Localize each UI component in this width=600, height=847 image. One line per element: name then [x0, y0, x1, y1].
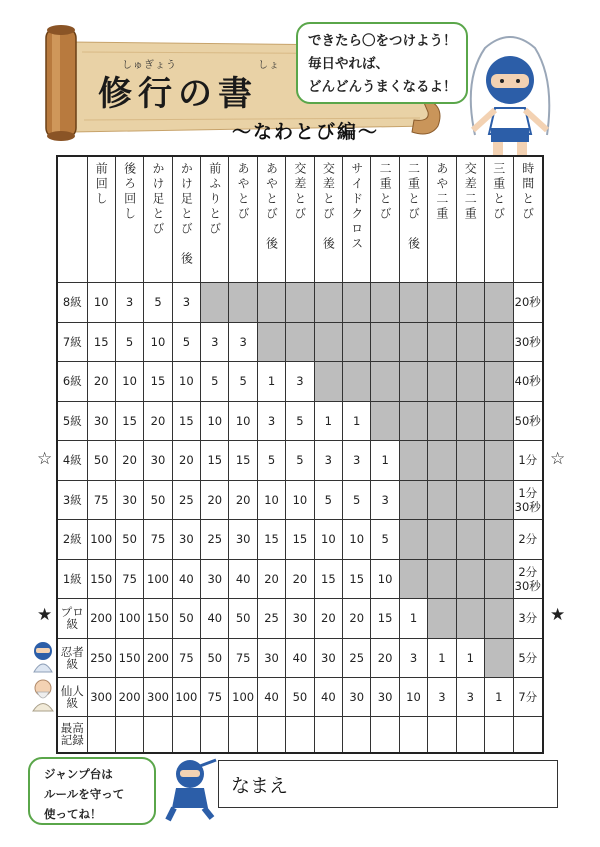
col-header-label: 前ふりとび	[207, 162, 222, 237]
table-row	[57, 598, 543, 638]
count-cell: 20	[314, 598, 342, 638]
time-cell: 3分	[513, 598, 543, 638]
shaded-cell	[428, 282, 456, 322]
count-cell: 1	[371, 440, 399, 480]
table-row	[57, 322, 543, 361]
count-cell: 10	[229, 401, 257, 440]
level-label: 仙人級	[57, 677, 87, 716]
header-row	[57, 156, 543, 282]
shaded-cell	[456, 480, 484, 519]
count-cell: 20	[229, 480, 257, 519]
shaded-cell	[371, 322, 399, 361]
count-cell: 30	[286, 598, 314, 638]
shaded-cell	[484, 519, 513, 559]
shaded-cell	[399, 440, 427, 480]
shaded-cell	[428, 361, 456, 401]
col-header	[115, 156, 143, 282]
col-header	[229, 156, 257, 282]
count-cell: 3	[456, 677, 484, 716]
count-cell: 75	[229, 638, 257, 677]
count-cell: 25	[257, 598, 285, 638]
table-row	[57, 440, 543, 480]
shaded-cell	[484, 598, 513, 638]
record-cell[interactable]	[399, 716, 427, 753]
col-header	[513, 156, 543, 282]
training-table	[56, 155, 544, 754]
shaded-cell	[456, 282, 484, 322]
count-cell: 30	[201, 559, 229, 598]
table-row	[57, 559, 543, 598]
record-cell[interactable]	[87, 716, 115, 753]
shaded-cell	[484, 401, 513, 440]
count-cell: 30	[144, 440, 172, 480]
count-cell: 5	[172, 322, 200, 361]
shaded-cell	[484, 322, 513, 361]
count-cell: 50	[229, 598, 257, 638]
col-header	[172, 156, 200, 282]
count-cell: 50	[172, 598, 200, 638]
count-cell: 3	[172, 282, 200, 322]
shaded-cell	[484, 282, 513, 322]
level-label: 忍者級	[57, 638, 87, 677]
count-cell: 15	[286, 519, 314, 559]
count-cell: 10	[115, 361, 143, 401]
shaded-cell	[428, 401, 456, 440]
count-cell: 5	[343, 480, 371, 519]
speech-line-1: できたら〇をつけよう！	[308, 33, 457, 49]
count-cell: 30	[115, 480, 143, 519]
count-cell: 200	[115, 677, 143, 716]
record-cell[interactable]	[115, 716, 143, 753]
time-cell: 2分 30秒	[513, 559, 543, 598]
col-header-label: あやとび	[236, 162, 251, 222]
col-header-label: 二重とび	[378, 162, 393, 222]
table-row	[57, 716, 543, 753]
shaded-cell	[484, 440, 513, 480]
count-cell: 300	[144, 677, 172, 716]
shaded-cell	[428, 480, 456, 519]
col-header	[257, 156, 285, 282]
record-cell[interactable]	[343, 716, 371, 753]
shaded-cell	[371, 361, 399, 401]
col-header	[484, 156, 513, 282]
record-cell[interactable]	[286, 716, 314, 753]
col-header	[201, 156, 229, 282]
count-cell: 15	[201, 440, 229, 480]
count-cell: 3	[115, 282, 143, 322]
title-ruby-sho: しょ	[258, 60, 280, 71]
count-cell: 5	[229, 361, 257, 401]
level-label: プロ級	[57, 598, 87, 638]
name-label: なまえ	[231, 775, 289, 797]
time-cell: 7分	[513, 677, 543, 716]
speech-line-3: どんどんうまくなるよ！	[308, 79, 457, 95]
count-cell: 100	[229, 677, 257, 716]
count-cell: 3	[201, 322, 229, 361]
time-cell: 50秒	[513, 401, 543, 440]
shaded-cell	[428, 519, 456, 559]
level-label: 8級	[57, 282, 87, 322]
shaded-cell	[428, 440, 456, 480]
col-header-label: 後ろ回し	[122, 162, 137, 222]
record-cell[interactable]	[144, 716, 172, 753]
count-cell: 10	[343, 519, 371, 559]
count-cell: 5	[314, 480, 342, 519]
shaded-cell	[229, 282, 257, 322]
star-filled-icon: ★	[550, 605, 566, 625]
count-cell: 3	[229, 322, 257, 361]
count-cell: 15	[257, 519, 285, 559]
shaded-cell	[201, 282, 229, 322]
record-cell[interactable]	[172, 716, 200, 753]
count-cell: 100	[172, 677, 200, 716]
count-cell: 40	[257, 677, 285, 716]
name-field[interactable]	[218, 760, 558, 808]
count-cell: 15	[115, 401, 143, 440]
count-cell: 5	[371, 519, 399, 559]
col-header-label: あや二重	[434, 162, 449, 222]
count-cell: 25	[201, 519, 229, 559]
speech-bubble	[296, 22, 468, 104]
count-cell: 100	[144, 559, 172, 598]
count-cell: 20	[115, 440, 143, 480]
table-row	[57, 480, 543, 519]
shaded-cell	[456, 559, 484, 598]
count-cell: 1	[456, 638, 484, 677]
col-header	[371, 156, 399, 282]
star-outline-icon: ☆	[550, 449, 566, 469]
shaded-cell	[399, 519, 427, 559]
count-cell: 250	[87, 638, 115, 677]
table-body	[57, 282, 543, 753]
count-cell: 3	[314, 440, 342, 480]
count-cell: 40	[201, 598, 229, 638]
count-cell: 15	[87, 322, 115, 361]
col-header	[144, 156, 172, 282]
count-cell: 150	[115, 638, 143, 677]
count-cell: 15	[144, 361, 172, 401]
record-cell[interactable]	[201, 716, 229, 753]
shaded-cell	[314, 282, 342, 322]
col-header	[87, 156, 115, 282]
level-label: 4級	[57, 440, 87, 480]
record-cell[interactable]	[484, 716, 513, 753]
time-cell: 1分	[513, 440, 543, 480]
count-cell: 10	[87, 282, 115, 322]
record-cell[interactable]	[456, 716, 484, 753]
col-header-label: 二重とび 後	[406, 162, 421, 252]
count-cell: 5	[257, 440, 285, 480]
count-cell: 20	[172, 440, 200, 480]
count-cell: 200	[144, 638, 172, 677]
count-cell: 200	[87, 598, 115, 638]
time-cell: 30秒	[513, 322, 543, 361]
count-cell: 1	[484, 677, 513, 716]
time-cell: 1分 30秒	[513, 480, 543, 519]
sage-avatar-icon	[30, 678, 56, 712]
shaded-cell	[343, 361, 371, 401]
page-title: 修行の書	[98, 74, 258, 114]
shaded-cell	[286, 282, 314, 322]
table-row	[57, 638, 543, 677]
count-cell: 15	[172, 401, 200, 440]
count-cell: 1	[343, 401, 371, 440]
count-cell: 1	[428, 638, 456, 677]
count-cell: 30	[172, 519, 200, 559]
count-cell: 5	[144, 282, 172, 322]
table-row	[57, 361, 543, 401]
count-cell: 300	[87, 677, 115, 716]
shaded-cell	[456, 361, 484, 401]
count-cell: 30	[314, 638, 342, 677]
count-cell: 30	[257, 638, 285, 677]
shaded-cell	[484, 559, 513, 598]
count-cell: 20	[371, 638, 399, 677]
count-cell: 75	[115, 559, 143, 598]
shaded-cell	[484, 361, 513, 401]
count-cell: 10	[371, 559, 399, 598]
col-header	[286, 156, 314, 282]
shaded-cell	[428, 598, 456, 638]
shaded-cell	[314, 322, 342, 361]
count-cell: 75	[87, 480, 115, 519]
col-header-label: 交差とび	[292, 162, 307, 222]
level-label: 6級	[57, 361, 87, 401]
count-cell: 20	[201, 480, 229, 519]
count-cell: 100	[115, 598, 143, 638]
time-cell: 5分	[513, 638, 543, 677]
col-header-label: 時間とび	[520, 162, 535, 222]
shaded-cell	[343, 322, 371, 361]
shaded-cell	[456, 519, 484, 559]
table-row	[57, 282, 543, 322]
record-cell[interactable]	[428, 716, 456, 753]
count-cell: 150	[87, 559, 115, 598]
count-cell: 20	[87, 361, 115, 401]
count-cell: 20	[144, 401, 172, 440]
count-cell: 50	[87, 440, 115, 480]
shaded-cell	[371, 282, 399, 322]
shaded-cell	[371, 401, 399, 440]
col-header-label: かけ足とび 後	[179, 162, 194, 267]
shaded-cell	[456, 598, 484, 638]
count-cell: 50	[201, 638, 229, 677]
count-cell: 1	[257, 361, 285, 401]
count-cell: 5	[201, 361, 229, 401]
col-header-label: 前回し	[94, 162, 109, 207]
count-cell: 15	[371, 598, 399, 638]
count-cell: 50	[115, 519, 143, 559]
shaded-cell	[399, 361, 427, 401]
note-line-3: 使ってね！	[44, 807, 102, 821]
rule-note-bubble	[28, 757, 156, 825]
count-cell: 20	[286, 559, 314, 598]
star-filled-icon: ★	[37, 605, 53, 625]
count-cell: 3	[257, 401, 285, 440]
shaded-cell	[456, 401, 484, 440]
shaded-cell	[343, 282, 371, 322]
record-cell[interactable]	[314, 716, 342, 753]
shaded-cell	[314, 361, 342, 401]
count-cell: 5	[286, 440, 314, 480]
shaded-cell	[484, 638, 513, 677]
level-label: 1級	[57, 559, 87, 598]
col-header-label: 交差二重	[463, 162, 478, 222]
record-cell[interactable]	[513, 716, 543, 753]
count-cell: 75	[172, 638, 200, 677]
shaded-cell	[399, 559, 427, 598]
col-header	[428, 156, 456, 282]
count-cell: 25	[343, 638, 371, 677]
count-cell: 5	[115, 322, 143, 361]
count-cell: 150	[144, 598, 172, 638]
col-header	[314, 156, 342, 282]
level-label: 2級	[57, 519, 87, 559]
shaded-cell	[399, 480, 427, 519]
time-cell: 2分	[513, 519, 543, 559]
count-cell: 10	[399, 677, 427, 716]
note-line-2: ルールを守って	[44, 787, 125, 801]
title-ruby-shugyo: しゅぎょう	[122, 60, 177, 71]
col-header-label: 交差とび 後	[321, 162, 336, 252]
shaded-cell	[399, 322, 427, 361]
count-cell: 3	[428, 677, 456, 716]
count-cell: 10	[144, 322, 172, 361]
table-row	[57, 677, 543, 716]
col-header-label: 三重とび	[491, 162, 506, 222]
shaded-cell	[399, 401, 427, 440]
corner-cell	[57, 156, 87, 282]
count-cell: 10	[257, 480, 285, 519]
table-row	[57, 401, 543, 440]
shaded-cell	[286, 322, 314, 361]
count-cell: 1	[399, 598, 427, 638]
count-cell: 10	[314, 519, 342, 559]
count-cell: 75	[201, 677, 229, 716]
count-cell: 50	[286, 677, 314, 716]
shaded-cell	[257, 282, 285, 322]
count-cell: 15	[343, 559, 371, 598]
star-outline-icon: ☆	[37, 449, 53, 469]
count-cell: 40	[286, 638, 314, 677]
col-header	[456, 156, 484, 282]
ninja-avatar-icon	[30, 640, 56, 674]
count-cell: 40	[229, 559, 257, 598]
count-cell: 20	[257, 559, 285, 598]
count-cell: 10	[172, 361, 200, 401]
col-header-label: かけ足とび	[150, 162, 165, 237]
count-cell: 3	[343, 440, 371, 480]
count-cell: 40	[314, 677, 342, 716]
count-cell: 30	[343, 677, 371, 716]
level-label: 5級	[57, 401, 87, 440]
count-cell: 20	[343, 598, 371, 638]
shaded-cell	[428, 559, 456, 598]
count-cell: 40	[172, 559, 200, 598]
jump-rope-ninja-icon	[455, 30, 565, 160]
count-cell: 15	[314, 559, 342, 598]
count-cell: 15	[229, 440, 257, 480]
speech-line-2: 毎日やれば、	[308, 56, 389, 72]
shaded-cell	[456, 322, 484, 361]
record-cell[interactable]	[257, 716, 285, 753]
time-cell: 20秒	[513, 282, 543, 322]
count-cell: 100	[87, 519, 115, 559]
shaded-cell	[456, 440, 484, 480]
count-cell: 50	[144, 480, 172, 519]
shaded-cell	[484, 480, 513, 519]
shaded-cell	[399, 282, 427, 322]
level-label: 7級	[57, 322, 87, 361]
col-header-label: あやとび 後	[264, 162, 279, 252]
count-cell: 3	[371, 480, 399, 519]
count-cell: 10	[201, 401, 229, 440]
count-cell: 5	[286, 401, 314, 440]
count-cell: 75	[144, 519, 172, 559]
col-header	[399, 156, 427, 282]
level-label: 3級	[57, 480, 87, 519]
shaded-cell	[428, 322, 456, 361]
page-subtitle: 〜なわとび編〜	[232, 121, 380, 143]
running-ninja-icon	[160, 756, 220, 822]
count-cell: 25	[172, 480, 200, 519]
count-cell: 30	[371, 677, 399, 716]
count-cell: 3	[399, 638, 427, 677]
shaded-cell	[257, 322, 285, 361]
count-cell: 10	[286, 480, 314, 519]
count-cell: 3	[286, 361, 314, 401]
col-header	[343, 156, 371, 282]
count-cell: 30	[87, 401, 115, 440]
count-cell: 1	[314, 401, 342, 440]
col-header-label: サイドクロス	[349, 162, 364, 252]
count-cell: 30	[229, 519, 257, 559]
level-label: 最高記録	[57, 716, 87, 753]
time-cell: 40秒	[513, 361, 543, 401]
table-row	[57, 519, 543, 559]
record-cell[interactable]	[229, 716, 257, 753]
record-cell[interactable]	[371, 716, 399, 753]
note-line-1: ジャンプ台は	[44, 767, 113, 781]
